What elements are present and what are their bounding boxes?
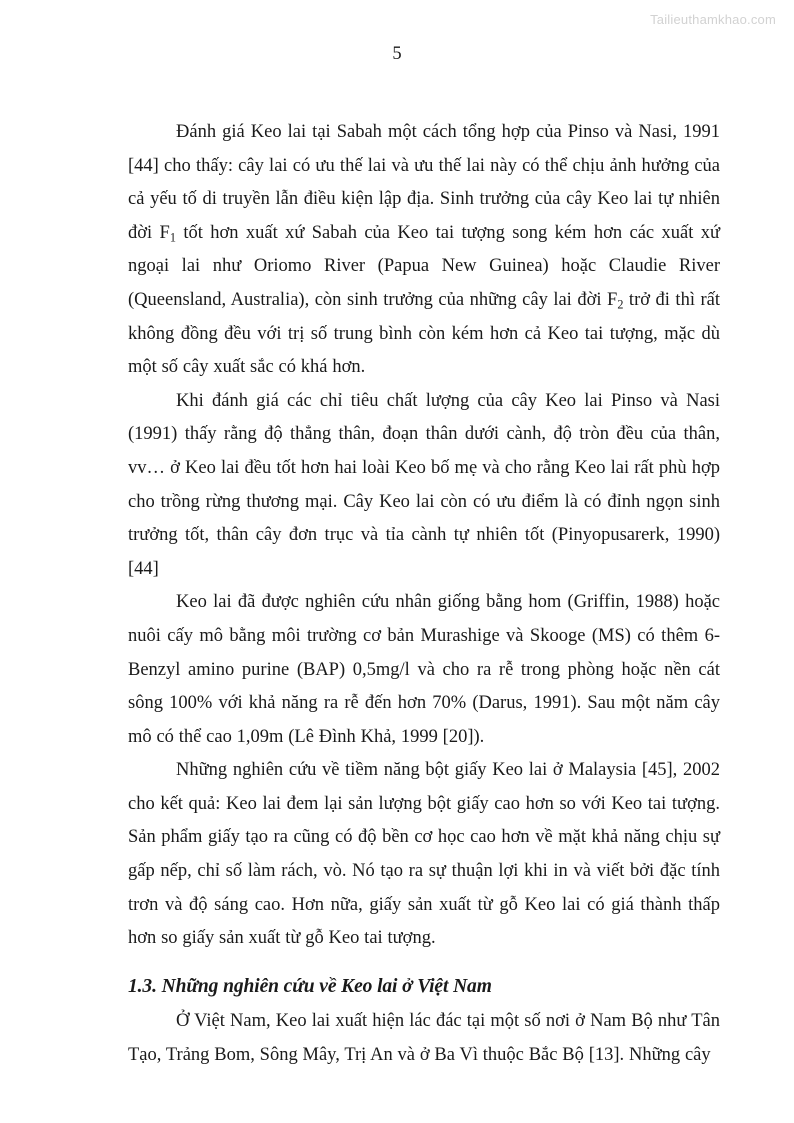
page-number: 5: [392, 44, 402, 64]
section-heading-1-3: 1.3. Những nghiên cứu về Keo lai ở Việt Nam: [128, 975, 492, 997]
paragraph-4: Những nghiên cứu về tiềm năng bột giấy Keo lai ở Malaysia [45], 2002 cho kết quả: Keo lai đem lại sản lượng bột giấy cao hơn so với Keo tai tượng. Sản phẩm giấy tạo ra cũng có độ bền cơ học cao hơn về mặt khả năng chịu sự gấp nếp, chỉ số làm rách, vò. Nó tạo ra sự thuận lợi khi in và viết bởi đặc tính trơn và độ sáng cao. Hơn nữa, giấy sản xuất từ gỗ Keo lai có giá thành thấp hơn so giấy sản xuất từ gỗ Keo tai tượng.: [128, 760, 720, 949]
paragraph-3: Keo lai đã được nghiên cứu nhân giống bằng hom (Griffin, 1988) hoặc nuôi cấy mô bằng môi trường cơ bản Murashige và Skooge (MS) có thêm 6-Benzyl amino purine (BAP) 0,5mg/l và cho ra rễ trong phòng hoặc nền cát sông 100% với khả năng ra rễ đến hơn 70% (Darus, 1991). Sau một năm cây mô có thể cao 1,09m (Lê Đình Khả, 1999 [20]).: [128, 592, 720, 747]
paragraph-1: [128, 116, 720, 385]
paragraph-1-text-c: trở đi thì rất không đồng đều với trị số trung bình còn kém hơn cả Keo tai tượng, mặc dù một số cây xuất sắc có khá hơn.: [128, 289, 720, 378]
subscript-f1: 1: [169, 230, 176, 245]
page-content: [128, 116, 720, 1073]
paragraph-1-text-a: Đánh giá Keo lai tại Sabah một cách tổng hợp của Pinso và Nasi, 1991 [44] cho thấy: cây lai có ưu thế lai và ưu thế lai này có thể chịu ảnh hưởng của cả yếu tố di truyền lẫn điều kiện lập địa. Sinh trưởng của cây Keo lai tự nhiên đời F: [128, 122, 720, 243]
paragraph-5: Ở Việt Nam, Keo lai xuất hiện lác đác tại một số nơi ở Nam Bộ như Tân Tạo, Trảng Bom, Sông Mây, Trị An và ở Ba Vì thuộc Bắc Bộ [13]. Những cây: [128, 1011, 720, 1066]
subscript-f2: 2: [617, 297, 624, 312]
paragraph-2: Khi đánh giá các chỉ tiêu chất lượng của cây Keo lai Pinso và Nasi (1991) thấy rằng độ thẳng thân, đoạn thân dưới cành, độ tròn đều của thân, vv… ở Keo lai đều tốt hơn hai loài Keo bố mẹ và cho rằng Keo lai rất phù hợp cho trồng rừng thương mại. Cây Keo lai còn có ưu điểm là có đỉnh ngọn sinh trưởng tốt, thân cây đơn trục và tỉa cành tự nhiên tốt (Pinyopusarerk, 1990) [44]: [128, 390, 720, 579]
watermark-text: Tailieuthamkhao.com: [650, 12, 776, 27]
paragraph-1-text-b: tốt hơn xuất xứ Sabah của Keo tai tượng song kém hơn các xuất xứ ngoại lai như Oriomo River (Papua New Guinea) hoặc Claudie River (Queensland, Australia), còn sinh trưởng của những cây lai đời F: [128, 222, 720, 310]
